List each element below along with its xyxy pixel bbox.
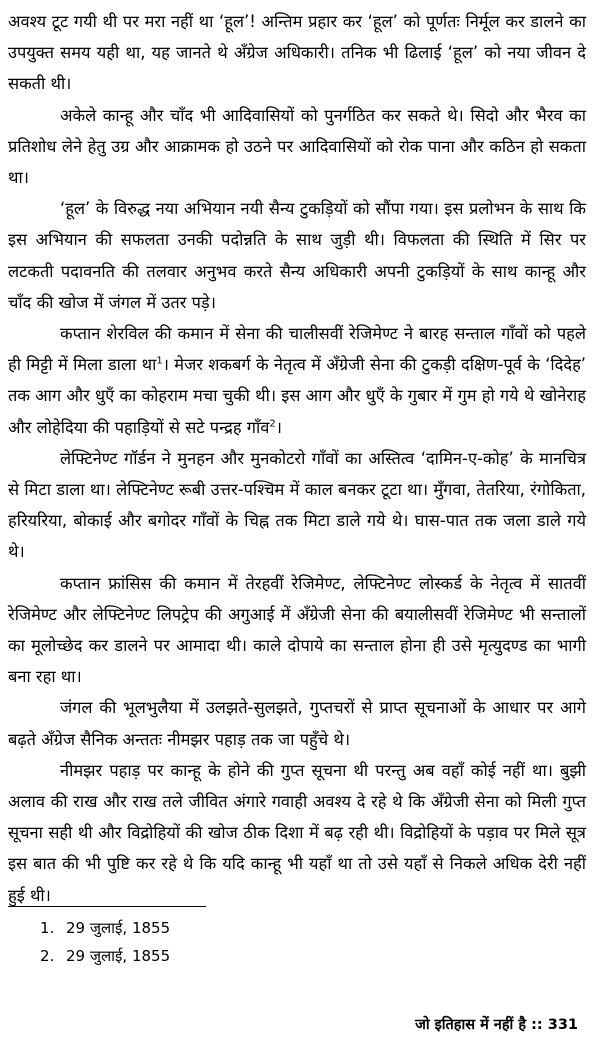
paragraph: ‘हूल’ के विरुद्ध नया अभियान नयी सैन्य टुकड़ियों को सौंपा गया। इस प्रलोभन के साथ कि इस अभियान की सफलता उनकी पदोन्नति के साथ जुड़ी थी। विफलता की स्थिति में सिर पर लटकती पदावनति की तलवार अनुभव करते सैन्य अधिकारी अपनी टुकड़ियों के साथ कान्हू और चाँद की खोज में जंगल में उतर पड़े।: [8, 199, 586, 312]
paragraph-text: कप्तान शेरविल की कमान में सेना की चालीसवीं रेजिमेण्ट ने बारह सन्ताल गाँवों को पहले ही मिट्टी में मिला डाला था: [8, 324, 586, 375]
footnote-2: [40, 942, 170, 970]
footnote-number: 2.: [40, 947, 55, 965]
paragraph-text: ।: [275, 417, 282, 437]
paragraph: लेफ्टिनेण्ट गॉर्डन ने मुनहन और मुनकोटरो गाँवों का अस्तित्व ‘दामिन-ए-कोह’ के मानचित्र से मिटा डाला था। लेफ्टिनेण्ट रूबी उत्तर-पश्चिम में काल बनकर टूटा था। मुँगवा, तेतरिया, रंगोकिता, हरियरिया, बोकाई और बगोदर गाँवों के चिह्न तक मिटा डाले गये थे। घास-पात तक जला डाले गये थे।: [8, 448, 586, 562]
footnote-ref-1[interactable]: 1: [156, 355, 163, 367]
paragraph: जंगल की भूलभुलैया में उलझते-सुलझते, गुप्तचरों से प्राप्त सूचनाओं के आधार पर आगे बढ़ते अँग्रेज सैनिक अन्ततः नीमझर पहाड़ तक जा पहुँचे थे।: [8, 698, 586, 749]
paragraph: [8, 318, 586, 443]
footnotes: [40, 914, 170, 970]
footnote-number: 1.: [40, 919, 55, 937]
footnote-1: [40, 914, 170, 942]
footnote-divider: [8, 906, 206, 907]
body-text: [8, 6, 586, 911]
page-footer: जो इतिहास में नहीं है :: 331: [415, 1017, 578, 1033]
paragraph: अवश्य टूट गयी थी पर मरा नहीं था ‘हूल’! अन्तिम प्रहार कर ‘हूल’ को पूर्णतः निर्मूल कर डालने का उपयुक्त समय यही था, यह जानते थे अँग्रेज अधिकारी। तनिक भी ढिलाई ‘हूल’ को नया जीवन दे सकती थी।: [8, 12, 586, 94]
paragraph: कप्तान फ्रांसिस की कमान में तेरहवीं रेजिमेण्ट, लेफ्टिनेण्ट लोस्कर्ड के नेतृत्व में सातवीं रेजिमेण्ट और लेफ्टिनेण्ट लिपट्रेप की अगुआई में अँग्रेजी सेना की बयालीसवीं रेजिमेण्ट भी सन्तालों का मूलोच्छेद कर डालने पर आमादा थी। काले दोपाये का सन्ताल होना ही उसे मृत्युदण्ड का भागी बना रहा था।: [8, 573, 586, 687]
footnote-text: 29 जुलाई, 1855: [66, 919, 171, 937]
paragraph: नीमझर पहाड़ पर कान्हू के होने की गुप्त सूचना थी परन्तु अब वहाँ कोई नहीं था। बुझी अलाव की राख और राख तले जीवित अंगारे गवाही अवश्य दे रहे थे कि अँग्रेजी सेना को मिली गुप्त सूचना सही थी और विद्रोहियों की खोज ठीक दिशा में बढ़ रही थी। विद्रोहियों के पड़ाव पर मिले सूत्र इस बात की भी पुष्टि कर रहे थे कि यदि कान्हू भी यहाँ था तो उसे यहाँ से निकले अधिक देरी नहीं हुई थी।: [8, 760, 586, 905]
paragraph-text: । मेजर शकबर्ग के नेतृत्व में अँग्रेजी सेना की टुकड़ी दक्षिण-पूर्व के ‘दिदेह’ तक आग और धुएँ का कोहराम मचा चुकी थी। इस आग और धुएँ के गुबार में गुम हो गये थे खोनेराह और लोहेदिया की पहाड़ियों से सटे पन्द्रह गाँव: [8, 355, 586, 437]
footnote-ref-2[interactable]: 2: [269, 418, 276, 430]
footnote-text: 29 जुलाई, 1855: [66, 947, 171, 965]
paragraph: अकेले कान्हू और चाँद भी आदिवासियों को पुनर्गठित कर सकते थे। सिदो और भैरव का प्रतिशोध लेने हेतु उग्र और आक्रामक हो उठने पर आदिवासियों को रोक पाना और कठिन हो सकता था।: [8, 105, 586, 188]
